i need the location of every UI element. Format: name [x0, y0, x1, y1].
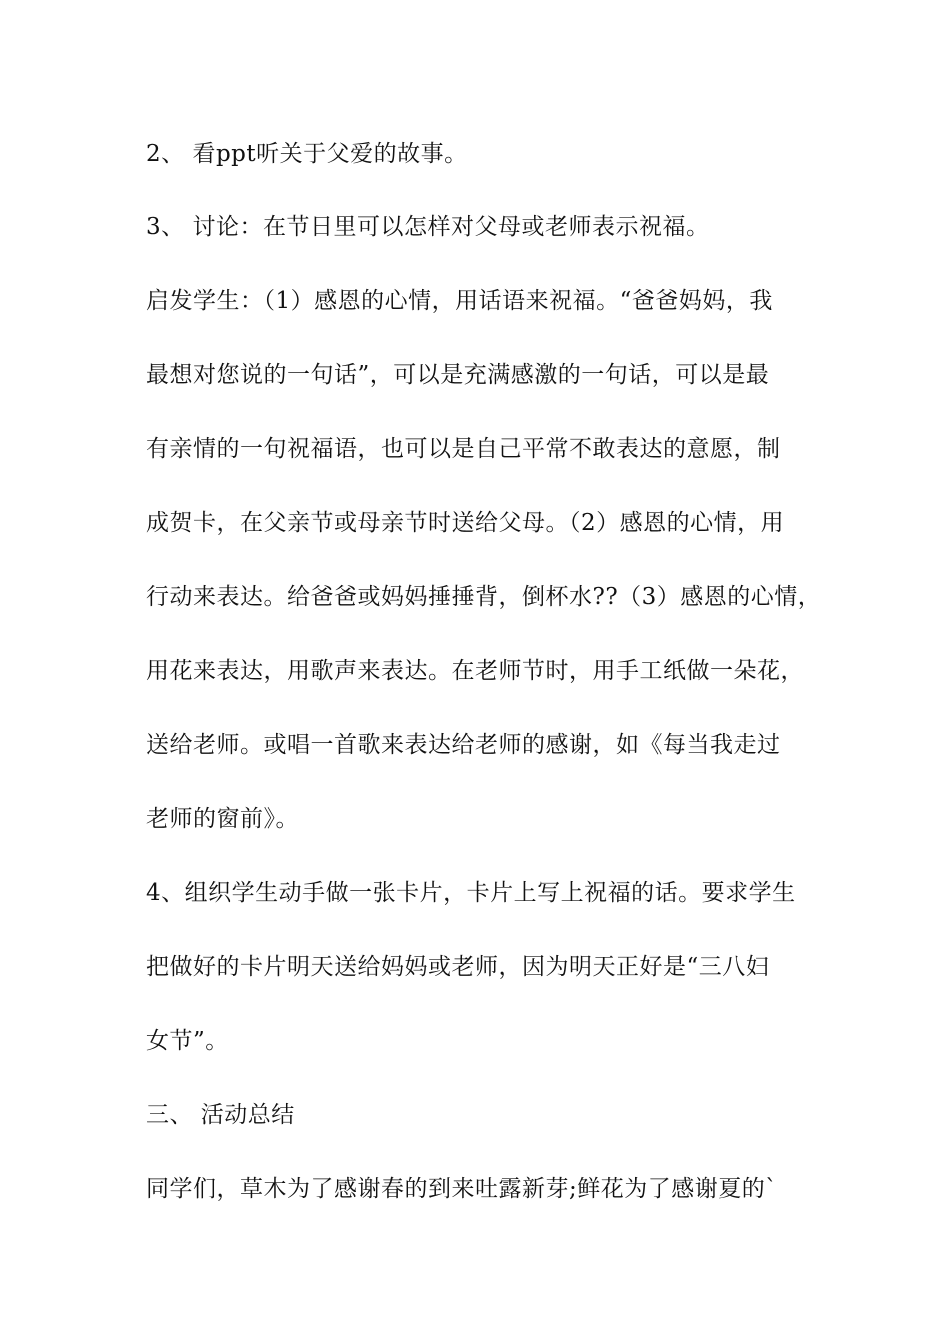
text-line: 有亲情的一句祝福语，也可以是自己平常不敢表达的意愿，制 [146, 436, 781, 462]
text-line: 行动来表达。给爸爸或妈妈捶捶背，倒杯水??（3）感恩的心情， [146, 584, 822, 610]
text-line: 用花来表达，用歌声来表达。在老师节时，用手工纸做一朵花， [146, 658, 804, 684]
text-line-item-4: 4、组织学生动手做一张卡片，卡片上写上祝福的话。要求学生 [146, 880, 796, 906]
text-line-item-2: 2、 看ppt听关于父爱的故事。 [146, 141, 468, 167]
text-line: 女节”。 [146, 1028, 229, 1054]
section-heading: 三、 活动总结 [146, 1102, 295, 1128]
text-line-item-3: 3、 讨论：在节日里可以怎样对父母或老师表示祝福。 [146, 214, 710, 240]
text-line: 启发学生：（1）感恩的心情，用话语来祝福。“爸爸妈妈，我 [146, 288, 773, 314]
text-line: 老师的窗前》。 [146, 806, 299, 832]
text-line: 最想对您说的一句话”，可以是充满感激的一句话，可以是最 [146, 362, 770, 388]
text-line: 把做好的卡片明天送给妈妈或老师，因为明天正好是“三八妇 [146, 954, 770, 980]
text-line: 同学们，草木为了感谢春的到来吐露新芽;鲜花为了感谢夏的` [146, 1176, 778, 1202]
text-line: 成贺卡，在父亲节或母亲节时送给父母。（2）感恩的心情，用 [146, 510, 785, 536]
text-line: 送给老师。或唱一首歌来表达给老师的感谢，如《每当我走过 [146, 732, 781, 758]
